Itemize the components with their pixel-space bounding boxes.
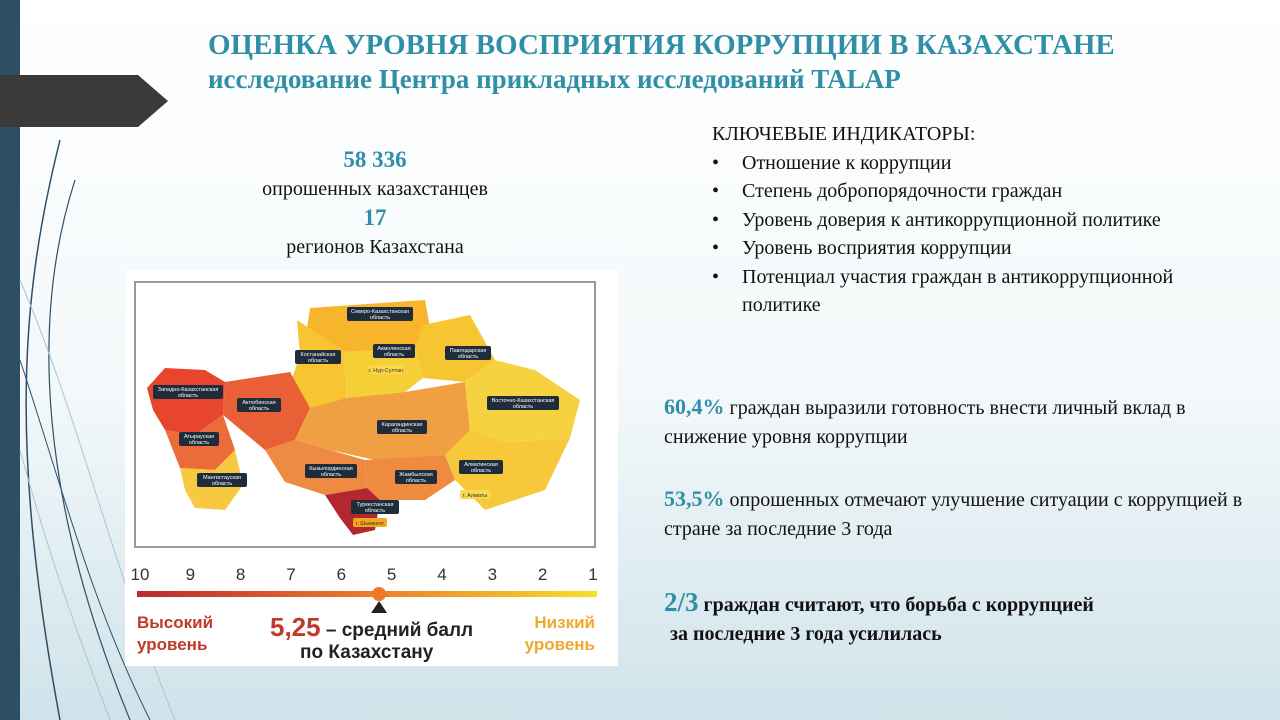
scale-tick: 6 xyxy=(336,565,347,584)
label-shymkent: г. Шымкент xyxy=(355,521,385,527)
corruption-map xyxy=(125,270,618,666)
label-akmola xyxy=(373,344,415,358)
label-mangystau xyxy=(197,473,247,487)
list-item: • Уровень восприятия коррупции xyxy=(712,234,1182,263)
average-score-caption: – средний балл xyxy=(320,620,474,641)
indicators-list xyxy=(712,149,1182,320)
svg-text:область: область xyxy=(188,440,210,446)
svg-text:Туркестанская: Туркестанская xyxy=(356,502,394,508)
svg-text:Западно-Казахстанская: Западно-Казахстанская xyxy=(157,387,219,393)
scale-tick: 7 xyxy=(286,565,296,584)
respondents-label: опрошенных казахстанцев xyxy=(262,178,488,200)
svg-text:Атырауская: Атырауская xyxy=(183,434,215,440)
fact-value: 60,4% xyxy=(664,394,725,419)
scale-tick: 4 xyxy=(437,565,447,584)
scale-tick: 3 xyxy=(487,565,498,584)
svg-text:область: область xyxy=(177,393,199,399)
label-aktobe xyxy=(237,398,281,412)
average-score-value: 5,25 xyxy=(270,612,321,642)
list-item: • Уровень доверия к антикоррупционной политике xyxy=(712,206,1182,235)
fact-value: 53,5% xyxy=(664,486,725,511)
label-pavlodar xyxy=(445,346,491,360)
svg-text:область: область xyxy=(512,404,534,410)
svg-text:Карагандинская: Карагандинская xyxy=(381,422,423,428)
label-east-kazakhstan xyxy=(487,396,559,410)
arrow-banner xyxy=(0,75,168,127)
regions-value: 17 xyxy=(363,205,387,230)
svg-text:область: область xyxy=(470,468,492,474)
svg-text:Северо-Казахстанская: Северо-Казахстанская xyxy=(351,309,409,315)
label-zhambyl xyxy=(395,470,437,484)
svg-text:область: область xyxy=(369,315,391,321)
title-line-1: ОЦЕНКА УРОВНЯ ВОСПРИЯТИЯ КОРРУПЦИИ В КАЗАХСТАНЕ xyxy=(208,29,1115,61)
label-atyrau xyxy=(179,432,219,446)
svg-text:Актюбинская: Актюбинская xyxy=(242,400,276,406)
indicators-heading: КЛЮЧЕВЫЕ ИНДИКАТОРЫ: xyxy=(712,123,976,145)
svg-text:область: область xyxy=(307,358,329,364)
fact-text: опрошенных отмечают улучшение ситуации с коррупцией в стране за последние 3 года xyxy=(664,489,1243,540)
list-item: • Потенциал участия граждан в антикоррупционной политике xyxy=(712,263,1182,320)
high-level-label-1: Высокий xyxy=(137,613,214,632)
fact-fight-intensified xyxy=(664,588,1264,649)
svg-text:область: область xyxy=(391,428,413,434)
average-marker xyxy=(371,587,387,613)
label-west-kazakhstan xyxy=(153,385,223,399)
label-north-kazakhstan xyxy=(347,307,413,321)
label-nur-sultan: г. Нур-Султан xyxy=(368,368,404,374)
svg-text:Алматинская: Алматинская xyxy=(464,462,498,468)
scale-tick: 2 xyxy=(537,565,548,584)
scale-bar xyxy=(137,591,597,597)
fact-value: 2/3 xyxy=(664,587,699,617)
respondents-value: 58 336 xyxy=(343,147,407,172)
fact-improvement xyxy=(664,484,1264,544)
scale-tick: 10 xyxy=(130,565,150,584)
scale-tick: 9 xyxy=(185,565,196,584)
list-item: • Степень добропорядочности граждан xyxy=(712,177,1182,206)
svg-text:область: область xyxy=(320,472,342,478)
svg-text:Костанайская: Костанайская xyxy=(300,352,336,358)
regions-label: регионов Казахстана xyxy=(286,236,464,258)
average-score-caption-2: по Казахстану xyxy=(300,642,434,663)
svg-text:Жамбылская: Жамбылская xyxy=(399,472,433,478)
scale-tick: 5 xyxy=(386,565,397,584)
svg-text:область: область xyxy=(383,352,405,358)
scale-tick: 8 xyxy=(235,565,246,584)
fact-text-2: за последние 3 года усилилась xyxy=(670,623,942,645)
label-karaganda xyxy=(377,420,427,434)
svg-text:Восточно-Казахстанская: Восточно-Казахстанская xyxy=(491,398,555,404)
svg-text:Павлодарская: Павлодарская xyxy=(449,348,487,354)
svg-text:область: область xyxy=(364,508,386,514)
slide-title xyxy=(208,28,1268,96)
label-turkestan xyxy=(351,500,399,514)
label-kostanay xyxy=(295,350,341,364)
average-score-text xyxy=(270,612,473,642)
svg-text:Акмолинская: Акмолинская xyxy=(377,346,411,352)
low-level-label-1: Низкий xyxy=(534,613,595,632)
svg-text:область: область xyxy=(211,481,233,487)
fact-readiness xyxy=(664,392,1264,452)
high-level-label-2: уровень xyxy=(137,635,208,654)
label-kyzylorda xyxy=(305,464,357,478)
svg-text:область: область xyxy=(405,478,427,484)
svg-text:Мангистауская: Мангистауская xyxy=(202,475,242,481)
title-line-2: исследование Центра прикладных исследований TALAP xyxy=(208,64,901,94)
scale-ticks xyxy=(131,565,598,584)
fact-text: граждан считают, что борьба с коррупцией xyxy=(698,594,1094,616)
svg-text:Кызылординская: Кызылординская xyxy=(309,466,353,472)
scale-tick: 1 xyxy=(588,565,598,584)
fact-text: граждан выразили готовность внести личный вклад в снижение уровня коррупции xyxy=(664,397,1186,448)
key-indicators xyxy=(712,120,1182,320)
low-level-label-2: уровень xyxy=(524,635,595,654)
label-almaty-city: г. Алматы xyxy=(462,493,488,499)
list-item: • Отношение к коррупции xyxy=(712,149,1182,178)
label-almaty xyxy=(459,460,503,474)
survey-stats xyxy=(230,145,520,261)
svg-text:область: область xyxy=(248,406,270,412)
svg-text:область: область xyxy=(457,354,479,360)
